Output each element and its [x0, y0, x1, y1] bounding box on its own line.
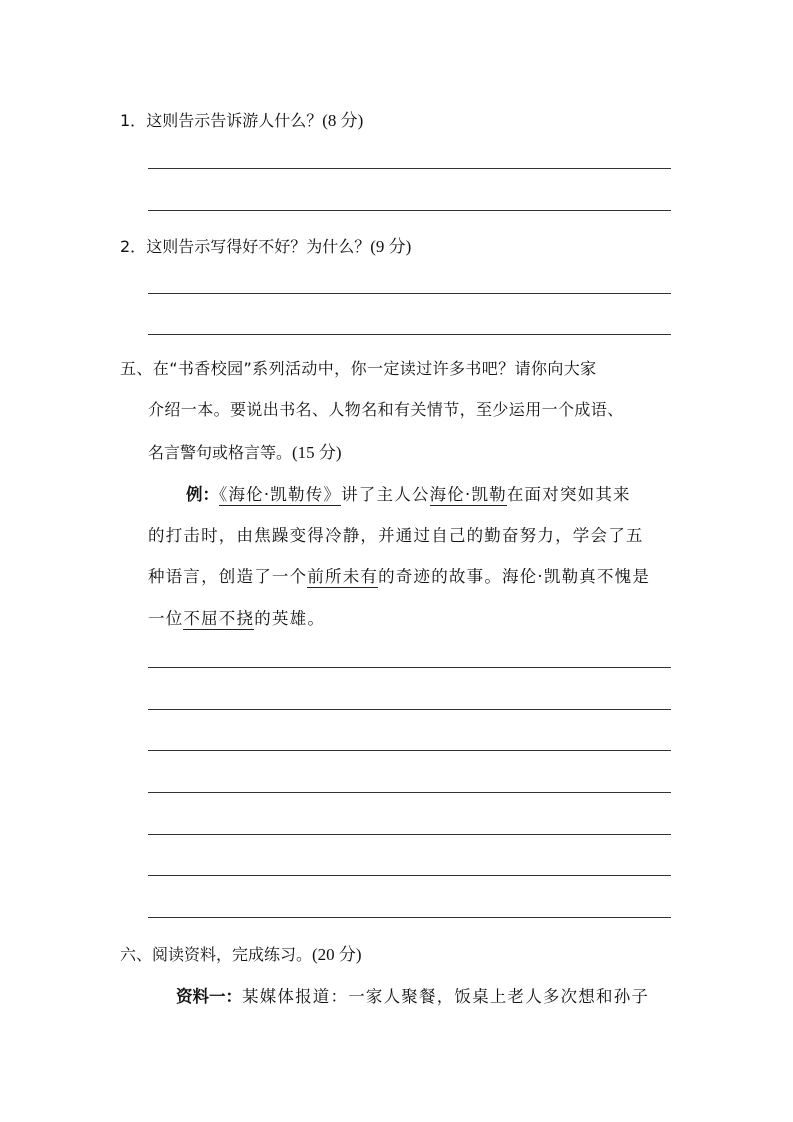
example-label: 例：	[186, 485, 219, 504]
example-line-4	[148, 605, 325, 629]
example-text: 的英雄。	[254, 609, 326, 628]
example-text: 一位	[148, 609, 184, 628]
question-6-points: (20 分)	[312, 945, 362, 964]
question-2-points: (9 分)	[370, 237, 412, 256]
question-1-text: 这则告示告诉游人什么？	[146, 111, 323, 130]
example-text: 讲了主人公	[341, 485, 430, 504]
answer-line[interactable]	[148, 210, 671, 211]
question-1	[120, 106, 363, 131]
answer-line[interactable]	[148, 834, 671, 835]
answer-line[interactable]	[148, 168, 671, 169]
example-text: 种语言，创造了一个	[148, 567, 308, 586]
answer-line[interactable]	[148, 293, 671, 294]
example-text: 的奇迹的故事。海伦·凯勒真不愧是	[378, 567, 651, 586]
answer-line[interactable]	[148, 334, 671, 335]
question-5-line-3-text: 名言警句或格言等。	[148, 443, 293, 462]
question-5-points: (15 分)	[292, 443, 342, 462]
question-5-line-1: 五、在“书香校园”系列活动中，你一定读过许多书吧？请你向大家	[120, 359, 597, 378]
character-name-underlined: 海伦·凯勒	[429, 485, 507, 504]
question-2	[120, 232, 411, 257]
answer-line[interactable]	[148, 792, 671, 793]
answer-line[interactable]	[148, 709, 671, 710]
answer-line[interactable]	[148, 667, 671, 668]
material-text: 某媒体报道：一家人聚餐，饭桌上老人多次想和孙子	[242, 987, 650, 1006]
example-text: 在面对突如其来	[506, 485, 631, 504]
question-1-points: (8 分)	[322, 111, 364, 130]
material-label: 资料一：	[176, 987, 242, 1006]
example-line-3	[148, 563, 650, 587]
example-line-1	[186, 481, 631, 505]
idiom-underlined: 不屈不挠	[183, 609, 255, 628]
material-1	[176, 983, 649, 1007]
question-1-number: 1．	[120, 111, 147, 130]
question-5-line-2: 介绍一本。要说出书名、人物名和有关情节，至少运用一个成语、	[148, 400, 624, 419]
example-line-2: 的打击时，由焦躁变得冷静，并通过自己的勤奋努力，学会了五	[148, 526, 644, 545]
book-title-underlined: 《海伦·凯勒传》	[219, 485, 342, 504]
answer-line[interactable]	[148, 917, 671, 918]
answer-line[interactable]	[148, 875, 671, 876]
question-2-number: 2．	[120, 237, 147, 256]
question-2-text: 这则告示写得好不好？为什么？	[146, 237, 371, 256]
question-6	[120, 940, 362, 965]
question-5-line-3	[148, 438, 342, 463]
answer-line[interactable]	[148, 750, 671, 751]
question-6-title: 六、阅读资料，完成练习。	[120, 945, 313, 964]
idiom-underlined: 前所未有	[307, 567, 379, 586]
